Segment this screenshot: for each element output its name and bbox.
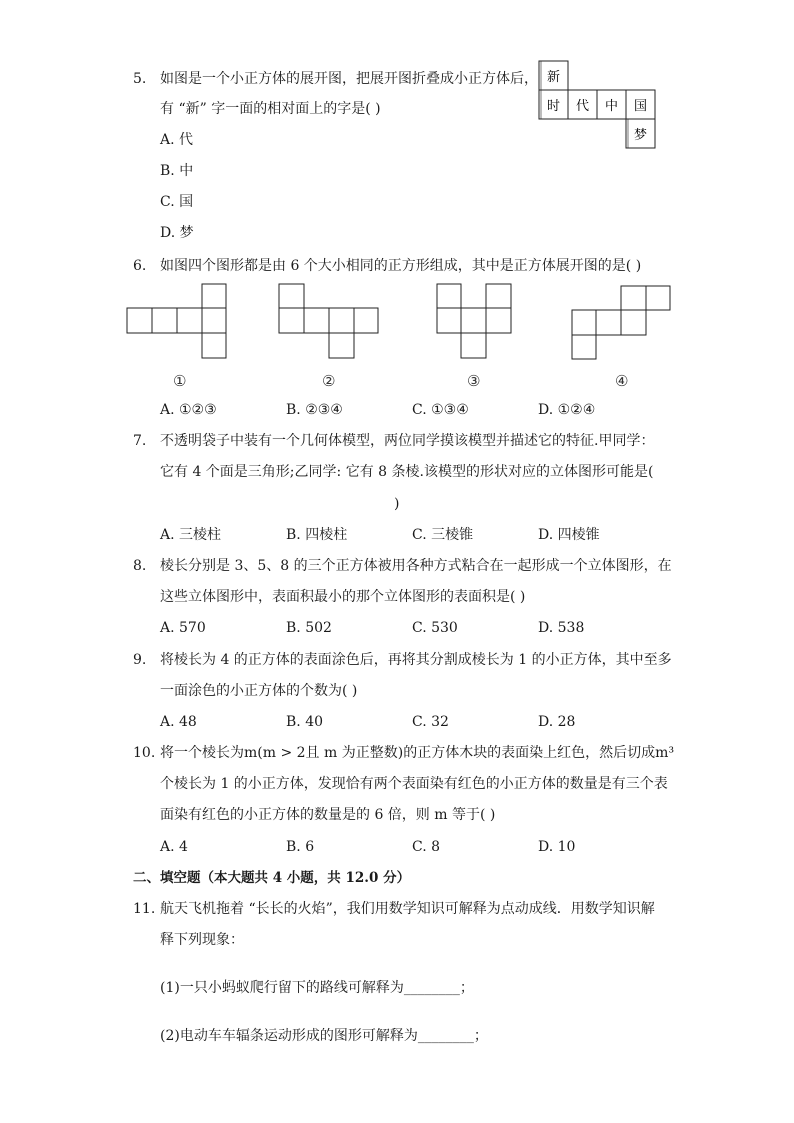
net-cell-guo: 国 (633, 99, 648, 114)
net-cell-meng: 梦 (633, 128, 648, 143)
q6-option-c: C. ①③④ (412, 402, 469, 418)
q11-stem-line2: 释下列现象： (160, 932, 244, 948)
q6-figure-2 (278, 283, 380, 361)
q10-stem-line1: 将一个棱长为m(m > 2且 m 为正整数)的正方体木块的表面染上红色，然后切成m³ (160, 745, 675, 761)
net-cell-zhong: 中 (604, 99, 619, 114)
q6-figure-3 (436, 283, 514, 361)
q6-figure-1 (126, 283, 228, 361)
q10-option-d: D. 10 (538, 839, 576, 855)
q8-option-c: C. 530 (412, 620, 458, 636)
q6-option-d: D. ①②④ (538, 402, 596, 418)
q6-option-a: A. ①②③ (160, 402, 217, 418)
q7-stem-line1: 不透明袋子中装有一个几何体模型，两位同学摸该模型并描述它的特征.甲同学： (160, 433, 655, 449)
q5-number: 5. (133, 71, 147, 87)
q8-stem-line2: 这些立体图形中，表面积最小的那个立体图形的表面积是( ) (160, 589, 526, 605)
q8-stem-line1: 棱长分别是 3、5、8 的三个正方体被用各种方式粘合在一起形成一个立体图形，在 (160, 558, 672, 574)
q11-stem-line1: 航天飞机拖着 “长长的火焰”，我们用数学知识可解释为点动成线．用数学知识解 (160, 901, 655, 917)
q9-option-c: C. 32 (412, 714, 449, 730)
q5-stem-line2: 有 “新” 字一面的相对面上的字是( ) (160, 101, 381, 117)
q11-number: 11. (133, 901, 156, 917)
q7-option-c: C. 三棱锥 (412, 527, 474, 543)
q5-option-a: A. 代 (160, 132, 194, 148)
q9-stem-line1: 将棱长为 4 的正方体的表面涂色后，再将其分割成棱长为 1 的小正方体，其中至多 (160, 652, 672, 668)
q6-label-4: ④ (615, 372, 629, 390)
q7-option-a: A. 三棱柱 (160, 527, 222, 543)
q10-stem-line3: 面染有红色的小正方体的数量是的 6 倍，则 m 等于( ) (160, 807, 496, 823)
q7-option-b: B. 四棱柱 (286, 527, 348, 543)
q7-stem-line3: ) (394, 496, 400, 512)
q11-subquestion-2: (2)电动车车辐条运动形成的图形可解释为________； (160, 1028, 488, 1044)
q5-option-d: D. 梦 (160, 225, 194, 241)
q8-number: 8. (133, 558, 147, 574)
q6-number: 6. (133, 258, 147, 274)
q11-subquestion-1: (1)一只小蚂蚁爬行留下的路线可解释为________； (160, 980, 474, 996)
q5-option-b: B. 中 (160, 163, 194, 179)
q10-option-c: C. 8 (412, 839, 441, 855)
net-cell-shi: 时 (546, 99, 561, 114)
q6-label-3: ③ (467, 372, 481, 390)
q5-cube-net-diagram (538, 60, 660, 152)
q10-option-b: B. 6 (286, 839, 315, 855)
q9-stem-line2: 一面涂色的小正方体的个数为( ) (160, 683, 358, 699)
q5-option-c: C. 国 (160, 194, 194, 210)
q9-option-d: D. 28 (538, 714, 576, 730)
q9-option-a: A. 48 (160, 714, 197, 730)
q10-number: 10. (133, 745, 156, 761)
net-cell-dai: 代 (575, 99, 590, 114)
q6-label-2: ② (322, 372, 336, 390)
net-cell-xin: 新 (546, 70, 561, 85)
q8-option-b: B. 502 (286, 620, 332, 636)
q8-option-a: A. 570 (160, 620, 206, 636)
q7-stem-line2: 它有 4 个面是三角形;乙同学: 它有 8 条棱.该模型的形状对应的立体图形可能是( (160, 464, 654, 480)
q6-figure-4 (571, 285, 673, 363)
section-fill-in-blank-heading: 二、填空题（本大题共 4 小题，共 12.0 分） (133, 870, 411, 886)
q6-option-b: B. ②③④ (286, 402, 343, 418)
q10-option-a: A. 4 (160, 839, 188, 855)
q8-option-d: D. 538 (538, 620, 585, 636)
q9-option-b: B. 40 (286, 714, 324, 730)
q7-option-d: D. 四棱锥 (538, 527, 600, 543)
q5-stem-line1: 如图是一个小正方体的展开图，把展开图折叠成小正方体后， (160, 71, 538, 87)
q6-stem-line1: 如图四个图形都是由 6 个大小相同的正方形组成，其中是正方体展开图的是( ) (160, 258, 642, 274)
q7-number: 7. (133, 433, 147, 449)
q6-label-1: ① (173, 372, 187, 390)
q9-number: 9. (133, 652, 147, 668)
q10-stem-line2: 个棱长为 1 的小正方体，发现恰有两个表面染有红色的小正方体的数量是有三个表 (160, 776, 668, 792)
